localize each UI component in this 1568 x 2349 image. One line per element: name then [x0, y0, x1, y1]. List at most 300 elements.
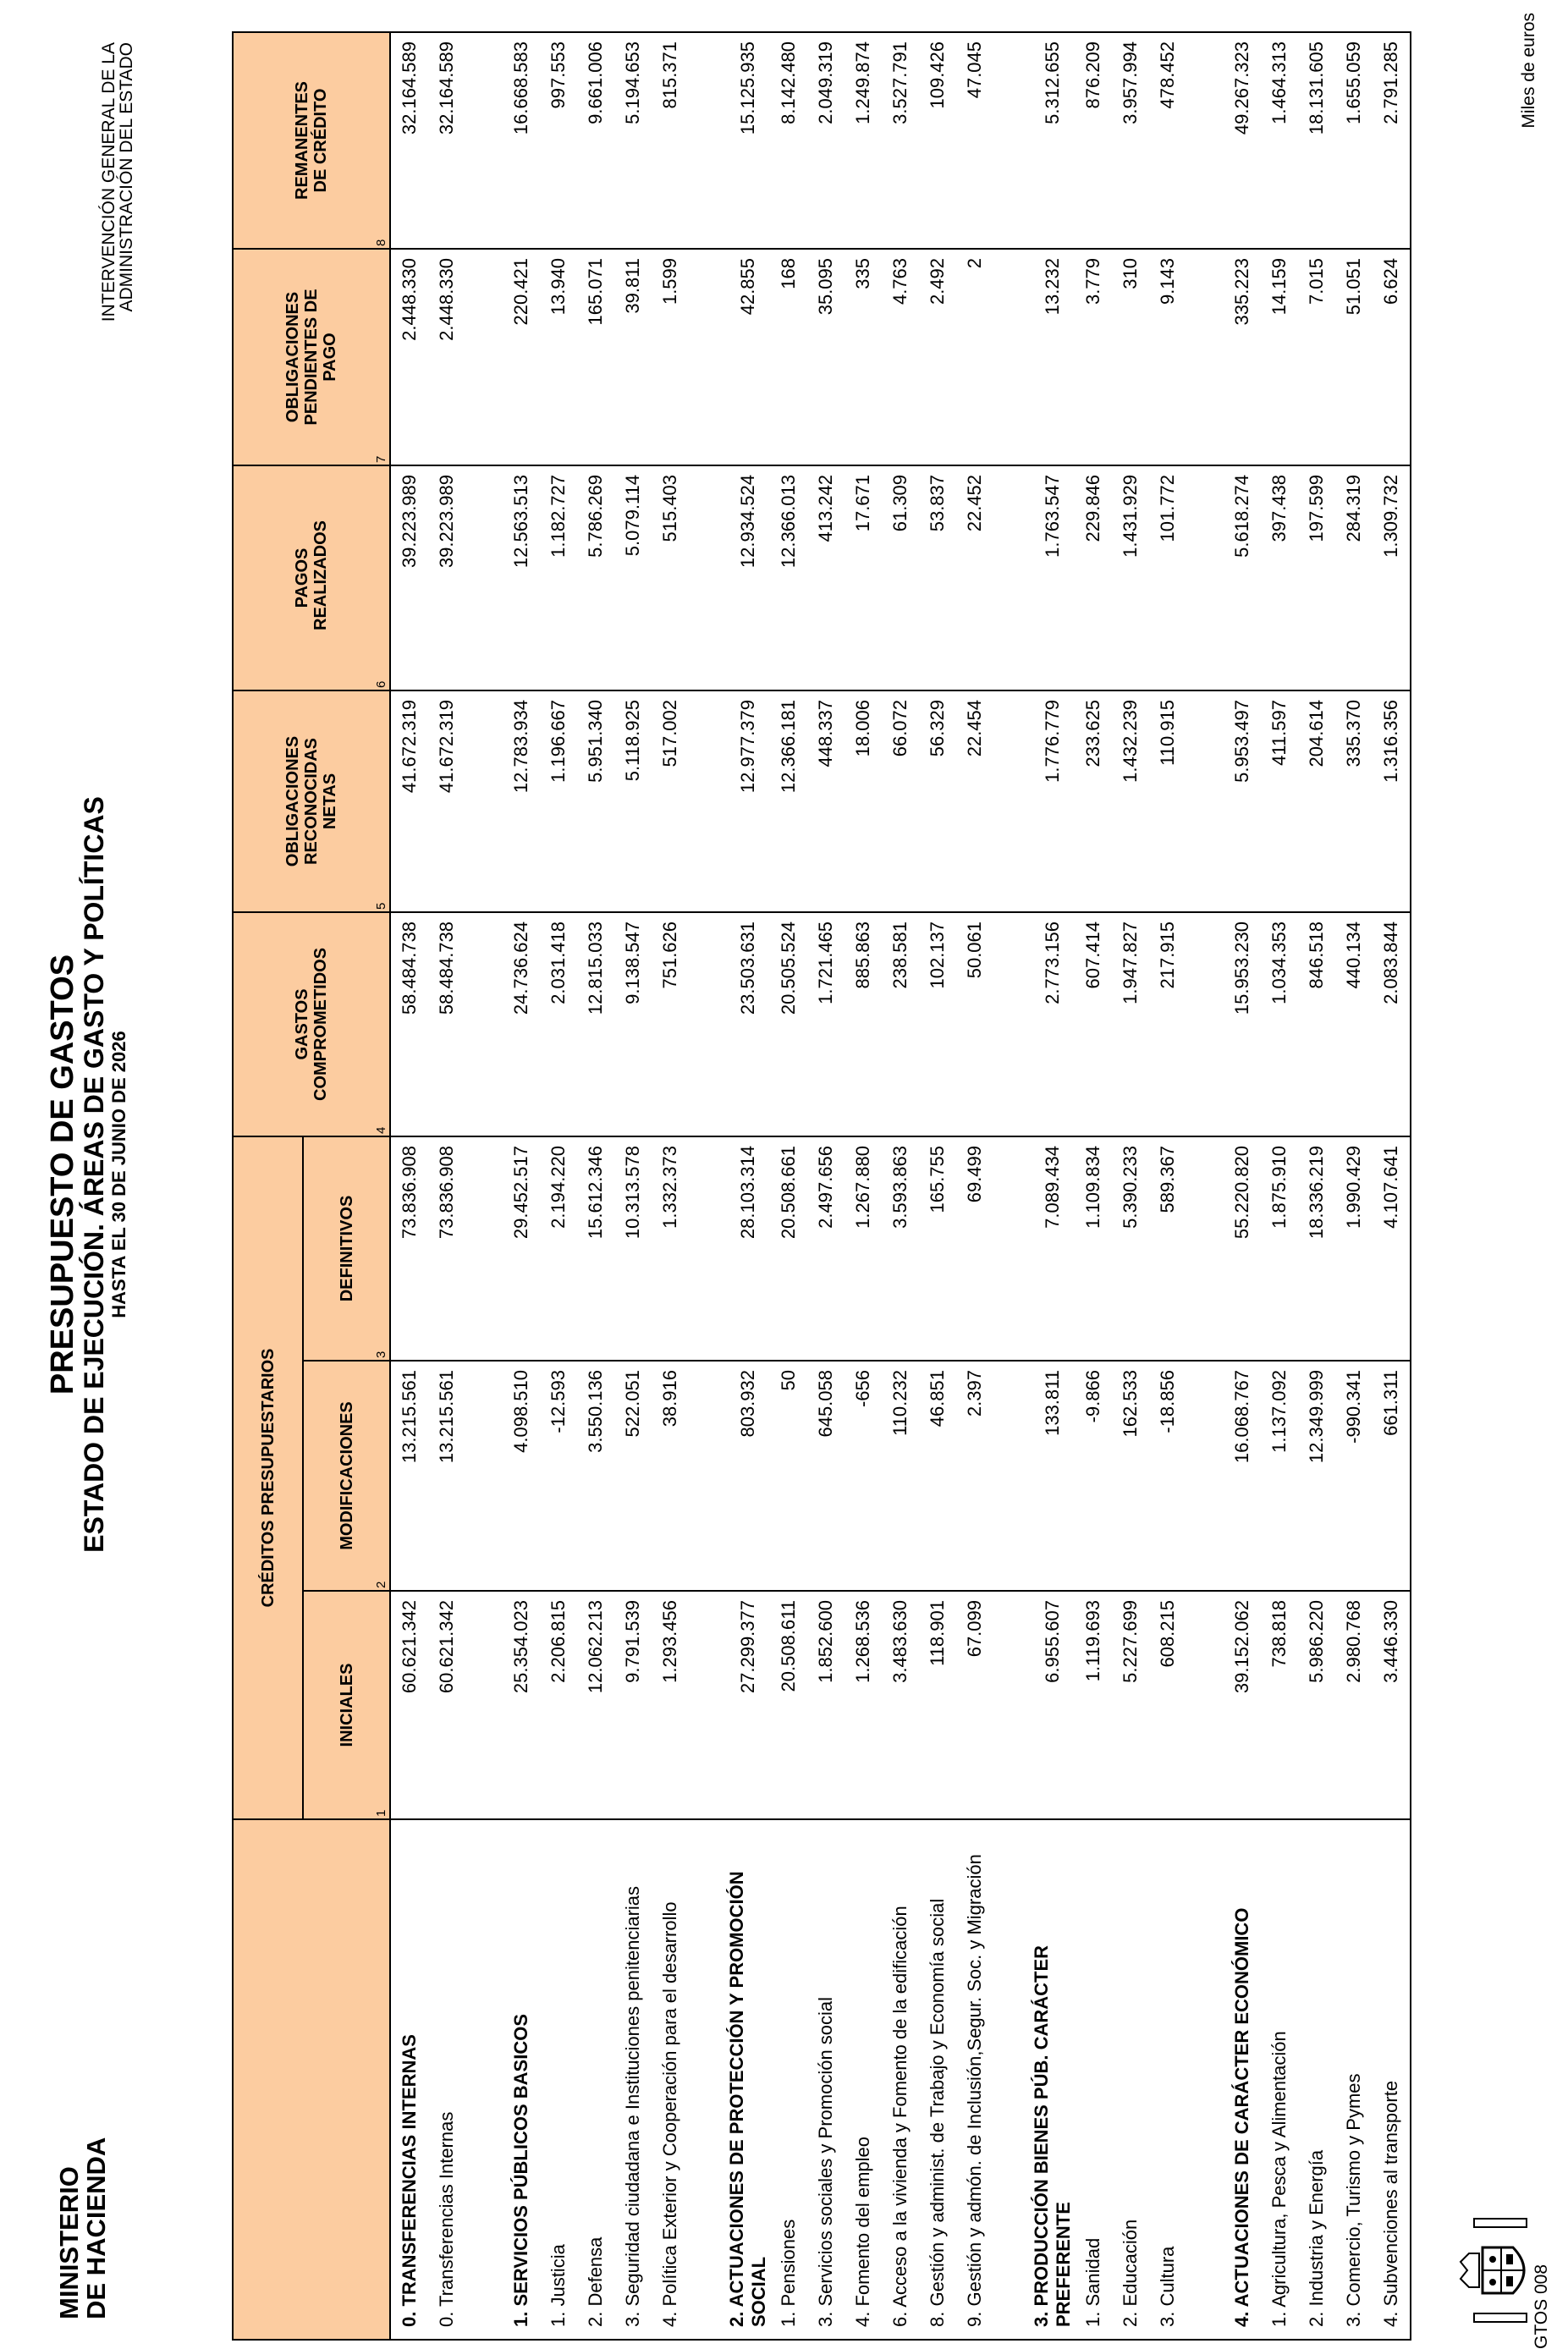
cell-col-4: 2.031.418 [540, 912, 577, 1136]
spacer-cell [465, 465, 503, 690]
cell-col-4: 58.484.738 [428, 912, 465, 1136]
cell-col-3: 2.194.220 [540, 1136, 577, 1361]
table-body [390, 32, 1411, 2340]
spacer-cell [1186, 1819, 1224, 2340]
cell-col-2: -656 [845, 1361, 882, 1591]
cell-col-5: 1.776.779 [1031, 690, 1075, 912]
cell-col-3: 2.497.656 [807, 1136, 845, 1361]
cell-col-1: 67.099 [956, 1591, 993, 1819]
spacer-row [993, 32, 1031, 2340]
cell-col-8: 997.553 [540, 32, 577, 249]
header-col-8 [233, 32, 390, 249]
cell-col-1: 2.980.768 [1335, 1591, 1373, 1819]
cell-col-8: 32.164.589 [428, 32, 465, 249]
cell-col-8: 5.312.655 [1031, 32, 1075, 249]
cell-col-6: 1.763.547 [1031, 465, 1075, 690]
header-col-3 [303, 1136, 390, 1361]
cell-col-3: 1.875.910 [1261, 1136, 1298, 1361]
cell-col-7: 4.763 [882, 249, 919, 465]
spacer-cell [465, 1361, 503, 1591]
row-label: 4. Política Exterior y Cooperación para el desarrollo [652, 1819, 689, 2340]
cell-col-4: 23.503.631 [726, 912, 770, 1136]
cell-col-3: 7.089.434 [1031, 1136, 1075, 1361]
spacer-cell [689, 690, 726, 912]
cell-col-5: 18.006 [845, 690, 882, 912]
table-row-group [1224, 32, 1261, 2340]
row-label: 3. PRODUCCIÓN BIENES PÚB. CARÁCTER PREFERENTE [1031, 1819, 1075, 2340]
cell-col-6: 101.772 [1149, 465, 1186, 690]
table-row [845, 32, 882, 2340]
cell-col-2: 133.811 [1031, 1361, 1075, 1591]
spacer-cell [993, 1361, 1031, 1591]
cell-col-4: 9.138.547 [614, 912, 652, 1136]
cell-col-8: 109.426 [919, 32, 956, 249]
table-row [956, 32, 993, 2340]
cell-col-3: 10.313.578 [614, 1136, 652, 1361]
cell-col-2: 13.215.561 [428, 1361, 465, 1591]
cell-col-8: 1.464.313 [1261, 32, 1298, 249]
cell-col-7: 2.492 [919, 249, 956, 465]
cell-col-5: 5.118.925 [614, 690, 652, 912]
cell-col-2: 110.232 [882, 1361, 919, 1591]
table-row-group [1031, 32, 1075, 2340]
cell-col-5: 5.951.340 [577, 690, 614, 912]
cell-col-2: 2.397 [956, 1361, 993, 1591]
cell-col-6: 12.563.513 [503, 465, 540, 690]
cell-col-1: 1.293.456 [652, 1591, 689, 1819]
cell-col-5: 233.625 [1075, 690, 1112, 912]
cell-col-4: 1.947.827 [1112, 912, 1149, 1136]
cell-col-6: 39.223.989 [390, 465, 428, 690]
cell-col-7: 9.143 [1149, 249, 1186, 465]
cell-col-7: 335.223 [1224, 249, 1261, 465]
cell-col-2: 162.533 [1112, 1361, 1149, 1591]
cell-col-7: 2 [956, 249, 993, 465]
cell-col-2: 16.068.767 [1224, 1361, 1261, 1591]
header-col-2 [303, 1361, 390, 1591]
cell-col-1: 1.268.536 [845, 1591, 882, 1819]
header-col-1-number: 1 [374, 1809, 388, 1817]
spacer-cell [1186, 32, 1224, 249]
row-label: 2. Defensa [577, 1819, 614, 2340]
header-col-7-label: OBLIGACIONES PENDIENTES DE PAGO [283, 289, 339, 426]
table-row [1373, 32, 1411, 2340]
cell-col-7: 13.232 [1031, 249, 1075, 465]
header-col-6 [233, 465, 390, 690]
cell-col-7: 335 [845, 249, 882, 465]
cell-col-3: 5.390.233 [1112, 1136, 1149, 1361]
table-row [1112, 32, 1149, 2340]
agency-name [100, 42, 135, 322]
spacer-cell [689, 912, 726, 1136]
spacer-row [689, 32, 726, 2340]
header-col-1-label: INICIALES [337, 1663, 356, 1747]
cell-col-2: 522.051 [614, 1361, 652, 1591]
spacer-cell [689, 465, 726, 690]
table-row [882, 32, 919, 2340]
header-col-1 [303, 1591, 390, 1819]
title-line-2: ESTADO DE EJECUCIÓN. ÁREAS DE GASTO Y POLÍTICAS [79, 796, 109, 1553]
row-label: 1. Sanidad [1075, 1819, 1112, 2340]
cell-col-1: 5.227.699 [1112, 1591, 1149, 1819]
cell-col-8: 32.164.589 [390, 32, 428, 249]
table-row [428, 32, 465, 2340]
spacer-cell [465, 1819, 503, 2340]
cell-col-5: 110.915 [1149, 690, 1186, 912]
row-label: 0. Transferencias Internas [428, 1819, 465, 2340]
cell-col-6: 1.182.727 [540, 465, 577, 690]
cell-col-1: 118.901 [919, 1591, 956, 1819]
cell-col-4: 238.581 [882, 912, 919, 1136]
cell-col-1: 5.986.220 [1298, 1591, 1335, 1819]
cell-col-7: 51.051 [1335, 249, 1373, 465]
units-label: Miles de euros [1519, 13, 1538, 129]
cell-col-6: 284.319 [1335, 465, 1373, 690]
cell-col-3: 4.107.641 [1373, 1136, 1411, 1361]
header-col-6-number: 6 [374, 680, 388, 688]
spacer-cell [689, 249, 726, 465]
cell-col-3: 15.612.346 [577, 1136, 614, 1361]
ministry-line-1: MINISTERIO [54, 2166, 84, 2319]
table-row [652, 32, 689, 2340]
cell-col-8: 47.045 [956, 32, 993, 249]
cell-col-7: 1.599 [652, 249, 689, 465]
header-col-8-label: REMANENTES DE CRÉDITO [293, 80, 330, 200]
title-line-3: HASTA EL 30 DE JUNIO DE 2026 [108, 1031, 129, 1318]
spacer-cell [1186, 690, 1224, 912]
cell-col-1: 3.446.330 [1373, 1591, 1411, 1819]
cell-col-7: 13.940 [540, 249, 577, 465]
cell-col-5: 335.370 [1335, 690, 1373, 912]
cell-col-4: 607.414 [1075, 912, 1112, 1136]
cell-col-7: 6.624 [1373, 249, 1411, 465]
table-row-group [503, 32, 540, 2340]
header-col-2-number: 2 [374, 1581, 388, 1588]
cell-col-8: 5.194.653 [614, 32, 652, 249]
cell-col-5: 41.672.319 [428, 690, 465, 912]
cell-col-7: 14.159 [1261, 249, 1298, 465]
cell-col-3: 20.508.661 [770, 1136, 807, 1361]
cell-col-1: 3.483.630 [882, 1591, 919, 1819]
cell-col-4: 102.137 [919, 912, 956, 1136]
cell-col-6: 12.366.013 [770, 465, 807, 690]
header-col-2-label: MODIFICACIONES [337, 1401, 356, 1550]
cell-col-8: 2.791.285 [1373, 32, 1411, 249]
row-label: 0. TRANSFERENCIAS INTERNAS [390, 1819, 428, 2340]
row-label: 3. Servicios sociales y Promoción social [807, 1819, 845, 2340]
header-col-6-label: PAGOS REALIZADOS [293, 520, 330, 630]
table-row [540, 32, 577, 2340]
cell-col-3: 3.593.863 [882, 1136, 919, 1361]
row-label: 8. Gestión y administ. de Trabajo y Economía social [919, 1819, 956, 2340]
cell-col-3: 1.332.373 [652, 1136, 689, 1361]
cell-col-4: 1.034.353 [1261, 912, 1298, 1136]
cell-col-2: 4.098.510 [503, 1361, 540, 1591]
cell-col-8: 815.371 [652, 32, 689, 249]
spacer-cell [1186, 1591, 1224, 1819]
coat-of-arms-icon [1457, 2215, 1542, 2325]
spacer-cell [993, 249, 1031, 465]
row-label: 6. Acceso a la vivienda y Fomento de la edificación [882, 1819, 919, 2340]
cell-col-1: 738.818 [1261, 1591, 1298, 1819]
cell-col-6: 413.242 [807, 465, 845, 690]
spacer-cell [689, 1361, 726, 1591]
spacer-cell [993, 465, 1031, 690]
cell-col-6: 12.934.524 [726, 465, 770, 690]
agency-line-1: INTERVENCIÓN GENERAL DE LA [99, 42, 118, 322]
cell-col-7: 3.779 [1075, 249, 1112, 465]
spacer-row [465, 32, 503, 2340]
cell-col-8: 2.049.319 [807, 32, 845, 249]
cell-col-6: 5.618.274 [1224, 465, 1261, 690]
cell-col-1: 1.119.693 [1075, 1591, 1112, 1819]
cell-col-5: 12.783.934 [503, 690, 540, 912]
cell-col-4: 2.773.156 [1031, 912, 1075, 1136]
cell-col-8: 15.125.935 [726, 32, 770, 249]
cell-col-7: 310 [1112, 249, 1149, 465]
cell-col-2: -12.593 [540, 1361, 577, 1591]
header-col-4 [233, 912, 390, 1136]
cell-col-4: 20.505.524 [770, 912, 807, 1136]
spacer-cell [465, 1136, 503, 1361]
table-row [1335, 32, 1373, 2340]
cell-col-6: 1.309.732 [1373, 465, 1411, 690]
cell-col-8: 18.131.605 [1298, 32, 1335, 249]
header-col-5 [233, 690, 390, 912]
spacer-cell [1186, 465, 1224, 690]
cell-col-1: 1.852.600 [807, 1591, 845, 1819]
cell-col-4: 217.915 [1149, 912, 1186, 1136]
cell-col-5: 5.953.497 [1224, 690, 1261, 912]
cell-col-6: 22.452 [956, 465, 993, 690]
cell-col-1: 12.062.213 [577, 1591, 614, 1819]
cell-col-7: 35.095 [807, 249, 845, 465]
table-row [1298, 32, 1335, 2340]
cell-col-4: 50.061 [956, 912, 993, 1136]
table-row [1261, 32, 1298, 2340]
cell-col-3: 73.836.908 [428, 1136, 465, 1361]
budget-table [232, 31, 1411, 2341]
header-group-creditos: CRÉDITOS PRESUPUESTARIOS [233, 1136, 303, 1819]
header-col-8-number: 8 [374, 239, 388, 246]
header-col-3-label: DEFINITIVOS [337, 1195, 356, 1302]
table-row [1149, 32, 1186, 2340]
cell-col-1: 27.299.377 [726, 1591, 770, 1819]
cell-col-1: 39.152.062 [1224, 1591, 1261, 1819]
cell-col-6: 229.846 [1075, 465, 1112, 690]
spacer-cell [993, 1136, 1031, 1361]
cell-col-7: 2.448.330 [428, 249, 465, 465]
cell-col-3: 28.103.314 [726, 1136, 770, 1361]
cell-col-6: 197.599 [1298, 465, 1335, 690]
cell-col-7: 39.811 [614, 249, 652, 465]
row-label: 1. SERVICIOS PÚBLICOS BASICOS [503, 1819, 540, 2340]
table-row-group [726, 32, 770, 2340]
row-label: 1. Agricultura, Pesca y Alimentación [1261, 1819, 1298, 2340]
spacer-cell [1186, 1361, 1224, 1591]
spacer-row [1186, 32, 1224, 2340]
ministry-line-2: DE HACIENDA [81, 2137, 111, 2319]
cell-col-1: 25.354.023 [503, 1591, 540, 1819]
cell-col-5: 12.977.379 [726, 690, 770, 912]
cell-col-5: 22.454 [956, 690, 993, 912]
cell-col-8: 49.267.323 [1224, 32, 1261, 249]
spacer-cell [993, 912, 1031, 1136]
row-label: 1. Justicia [540, 1819, 577, 2340]
spacer-cell [689, 32, 726, 249]
cell-col-8: 1.655.059 [1335, 32, 1373, 249]
header-col-3-number: 3 [374, 1351, 388, 1358]
spacer-cell [1186, 1136, 1224, 1361]
cell-col-2: 645.058 [807, 1361, 845, 1591]
cell-col-5: 204.614 [1298, 690, 1335, 912]
cell-col-7: 2.448.330 [390, 249, 428, 465]
cell-col-5: 56.329 [919, 690, 956, 912]
cell-col-3: 73.836.908 [390, 1136, 428, 1361]
page-title [46, 0, 130, 2349]
cell-col-2: 50 [770, 1361, 807, 1591]
spacer-cell [465, 690, 503, 912]
spacer-cell [993, 32, 1031, 249]
cell-col-1: 9.791.539 [614, 1591, 652, 1819]
cell-col-2: 12.349.999 [1298, 1361, 1335, 1591]
cell-col-8: 3.957.994 [1112, 32, 1149, 249]
cell-col-3: 55.220.820 [1224, 1136, 1261, 1361]
cell-col-5: 1.432.239 [1112, 690, 1149, 912]
cell-col-4: 2.083.844 [1373, 912, 1411, 1136]
cell-col-7: 168 [770, 249, 807, 465]
spacer-cell [993, 1819, 1031, 2340]
cell-col-1: 6.955.607 [1031, 1591, 1075, 1819]
cell-col-1: 60.621.342 [428, 1591, 465, 1819]
cell-col-6: 5.079.114 [614, 465, 652, 690]
table-row-group [390, 32, 428, 2340]
cell-col-6: 53.837 [919, 465, 956, 690]
spacer-cell [689, 1136, 726, 1361]
header-col-5-label: OBLIGACIONES RECONOCIDAS NETAS [283, 735, 339, 867]
cell-col-4: 58.484.738 [390, 912, 428, 1136]
cell-col-5: 411.597 [1261, 690, 1298, 912]
cell-col-5: 41.672.319 [390, 690, 428, 912]
table-row [770, 32, 807, 2340]
cell-col-2: 38.916 [652, 1361, 689, 1591]
cell-col-6: 61.309 [882, 465, 919, 690]
cell-col-6: 1.431.929 [1112, 465, 1149, 690]
cell-col-1: 608.215 [1149, 1591, 1186, 1819]
header-col-4-number: 4 [374, 1126, 388, 1134]
row-label: 4. Fomento del empleo [845, 1819, 882, 2340]
cell-col-4: 846.518 [1298, 912, 1335, 1136]
cell-col-3: 1.267.880 [845, 1136, 882, 1361]
spacer-cell [465, 32, 503, 249]
cell-col-5: 66.072 [882, 690, 919, 912]
cell-col-5: 517.002 [652, 690, 689, 912]
row-label: 4. Subvenciones al transporte [1373, 1819, 1411, 2340]
cell-col-8: 1.249.874 [845, 32, 882, 249]
cell-col-3: 69.499 [956, 1136, 993, 1361]
row-label: 9. Gestión y admón. de Inclusión,Segur. Soc. y Migración [956, 1819, 993, 2340]
cell-col-6: 17.671 [845, 465, 882, 690]
header-col-7-number: 7 [374, 455, 388, 463]
cell-col-2: 13.215.561 [390, 1361, 428, 1591]
table-row [919, 32, 956, 2340]
header-col-7 [233, 249, 390, 465]
spacer-cell [465, 1591, 503, 1819]
header-col-5-number: 5 [374, 902, 388, 910]
cell-col-2: 661.311 [1373, 1361, 1411, 1591]
title-line-1: PRESUPUESTO DE GASTOS [45, 954, 80, 1395]
table-row [614, 32, 652, 2340]
cell-col-5: 1.196.667 [540, 690, 577, 912]
cell-col-2: 46.851 [919, 1361, 956, 1591]
header-col-4-label: GASTOS COMPROMETIDOS [293, 947, 330, 1102]
cell-col-4: 1.721.465 [807, 912, 845, 1136]
agency-line-2: ADMINISTRACIÓN DEL ESTADO [117, 42, 136, 312]
cell-col-6: 397.438 [1261, 465, 1298, 690]
cell-col-3: 589.367 [1149, 1136, 1186, 1361]
row-label: 2. Industria y Energía [1298, 1819, 1335, 2340]
table-row [577, 32, 614, 2340]
cell-col-3: 18.336.219 [1298, 1136, 1335, 1361]
cell-col-1: 2.206.815 [540, 1591, 577, 1819]
cell-col-2: -9.866 [1075, 1361, 1112, 1591]
row-label: 3. Comercio, Turismo y Pymes [1335, 1819, 1373, 2340]
cell-col-5: 1.316.356 [1373, 690, 1411, 912]
cell-col-3: 165.755 [919, 1136, 956, 1361]
cell-col-7: 165.071 [577, 249, 614, 465]
cell-col-4: 440.134 [1335, 912, 1373, 1136]
cell-col-3: 1.109.834 [1075, 1136, 1112, 1361]
cell-col-6: 39.223.989 [428, 465, 465, 690]
cell-col-4: 751.626 [652, 912, 689, 1136]
row-label: 2. ACTUACIONES DE PROTECCIÓN Y PROMOCIÓN SOCIAL [726, 1819, 770, 2340]
cell-col-7: 220.421 [503, 249, 540, 465]
cell-col-8: 478.452 [1149, 32, 1186, 249]
spacer-cell [689, 1819, 726, 2340]
cell-col-2: 3.550.136 [577, 1361, 614, 1591]
cell-col-4: 24.736.624 [503, 912, 540, 1136]
cell-col-5: 448.337 [807, 690, 845, 912]
cell-col-5: 12.366.181 [770, 690, 807, 912]
cell-col-8: 8.142.480 [770, 32, 807, 249]
spacer-cell [993, 1591, 1031, 1819]
row-label: 4. ACTUACIONES DE CARÁCTER ECONÓMICO [1224, 1819, 1261, 2340]
spacer-cell [465, 912, 503, 1136]
spacer-cell [689, 1591, 726, 1819]
cell-col-8: 3.527.791 [882, 32, 919, 249]
cell-col-4: 885.863 [845, 912, 882, 1136]
spacer-cell [993, 690, 1031, 912]
row-label: 2. Educación [1112, 1819, 1149, 2340]
cell-col-6: 5.786.269 [577, 465, 614, 690]
cell-col-2: -990.341 [1335, 1361, 1373, 1591]
cell-col-1: 20.508.611 [770, 1591, 807, 1819]
spacer-cell [1186, 912, 1224, 1136]
cell-col-2: 803.932 [726, 1361, 770, 1591]
cell-col-8: 876.209 [1075, 32, 1112, 249]
cell-col-3: 1.990.429 [1335, 1136, 1373, 1361]
cell-col-1: 60.621.342 [390, 1591, 428, 1819]
table-row [807, 32, 845, 2340]
row-label: 3. Cultura [1149, 1819, 1186, 2340]
footer-code: GTOS 008 [1532, 2264, 1551, 2349]
spacer-cell [465, 249, 503, 465]
cell-col-7: 7.015 [1298, 249, 1335, 465]
cell-col-8: 9.661.006 [577, 32, 614, 249]
cell-col-8: 16.668.583 [503, 32, 540, 249]
cell-col-4: 15.953.230 [1224, 912, 1261, 1136]
cell-col-6: 515.403 [652, 465, 689, 690]
